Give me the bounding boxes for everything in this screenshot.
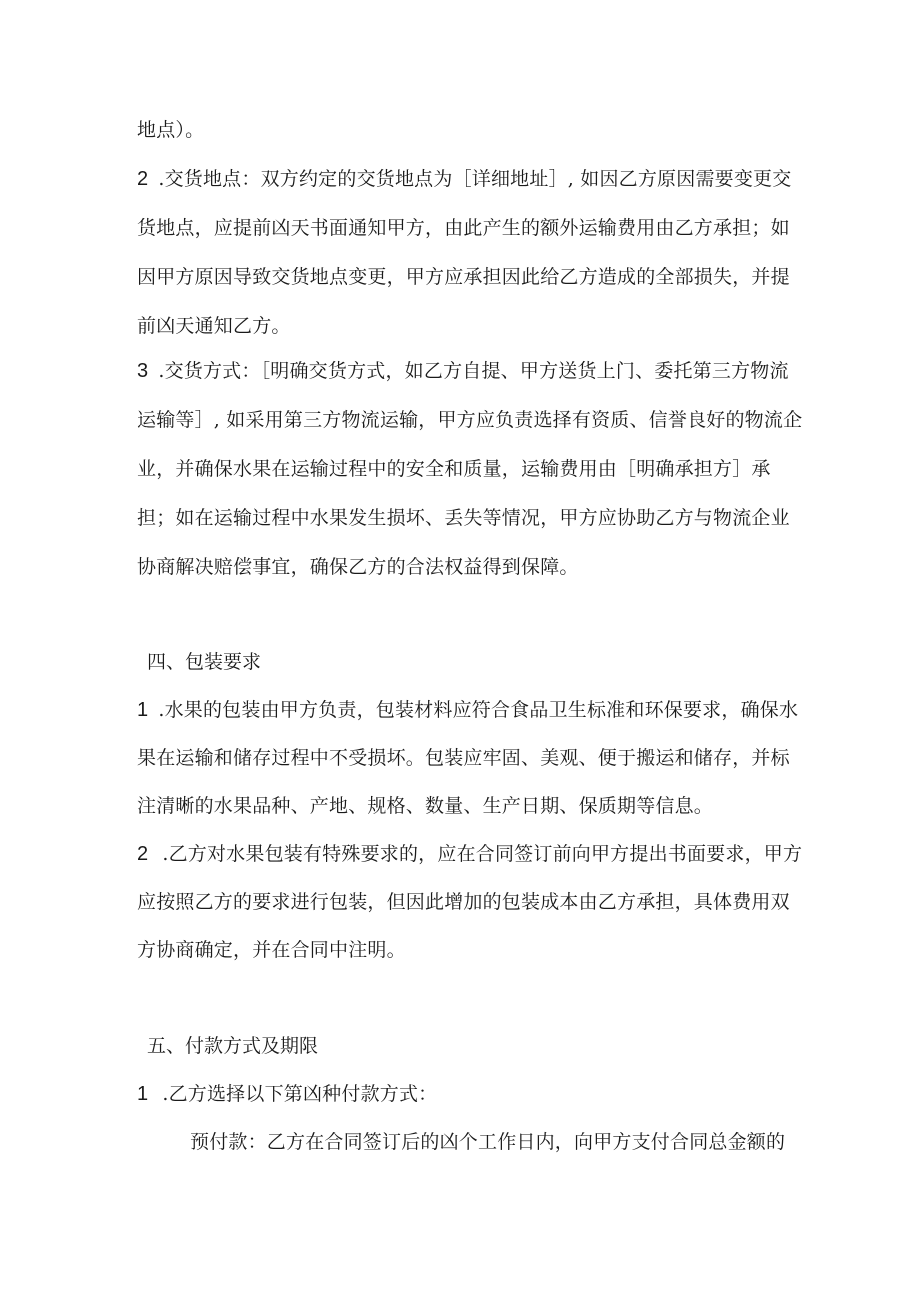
packaging-clause-2-line-3: 方协商确定，并在合同中注明。: [137, 939, 406, 961]
clause-2-line-3: 因甲方原因导致交货地点变更，甲方应承担因此给乙方造成的全部损失，并提: [137, 266, 790, 288]
clause-number: 1: [137, 699, 149, 721]
clause-3-line-1: 3 .交货方式：［明确交货方式，如乙方自提、甲方送货上门、委托第三方物流: [137, 360, 789, 382]
section-heading-payment: 五、付款方式及期限: [147, 1035, 319, 1057]
clause-number: 3: [137, 360, 149, 382]
packaging-clause-1-line-1: 1 .水果的包装由甲方负责，包装材料应符合食品卫生标准和环保要求，确保水: [137, 699, 799, 721]
clause-number: 2: [137, 168, 149, 190]
clause-3-line-2: 运输等］, 如采用第三方物流运输，甲方应负责选择有资质、信誉良好的物流企: [137, 409, 803, 431]
payment-clause-1: 1 .乙方选择以下第凶种付款方式：: [137, 1083, 438, 1105]
clause-number: 1: [137, 1083, 149, 1105]
clause-3-line-5: 协商解决赔偿事宜，确保乙方的合法权益得到保障。: [137, 556, 579, 578]
clause-number: 2: [137, 843, 149, 865]
clause-2-line-1: 2 .交货地点：双方约定的交货地点为［详细地址］, 如因乙方原因需要变更交: [137, 168, 792, 190]
packaging-clause-2-line-2: 应按照乙方的要求进行包装，但因此增加的包装成本由乙方承担，具体费用双: [137, 891, 790, 913]
packaging-clause-1-line-2: 果在运输和储存过程中不受损坏。包装应牢固、美观、便于搬运和储存，并标: [137, 747, 790, 769]
clause-3-line-3: 业，并确保水果在运输过程中的安全和质量，运输费用由［明确承担方］承: [137, 458, 771, 480]
packaging-clause-2-line-1: 2 .乙方对水果包装有特殊要求的，应在合同签订前向甲方提出书面要求，甲方: [137, 843, 803, 865]
clause-2-line-2: 货地点，应提前凶天书面通知甲方，由此产生的额外运输费用由乙方承担；如: [137, 217, 790, 239]
clause-3-line-4: 担；如在运输过程中水果发生损坏、丢失等情况，甲方应协助乙方与物流企业: [137, 507, 790, 529]
prepayment-line: 预付款：乙方在合同签订后的凶个工作日内，向甲方支付合同总金额的: [190, 1131, 786, 1153]
packaging-clause-1-line-3: 注清晰的水果品种、产地、规格、数量、生产日期、保质期等信息。: [137, 795, 714, 817]
section-heading-packaging: 四、包装要求: [147, 651, 262, 673]
text-line: 地点）。: [137, 119, 205, 141]
clause-2-line-4: 前凶天通知乙方。: [137, 315, 291, 337]
